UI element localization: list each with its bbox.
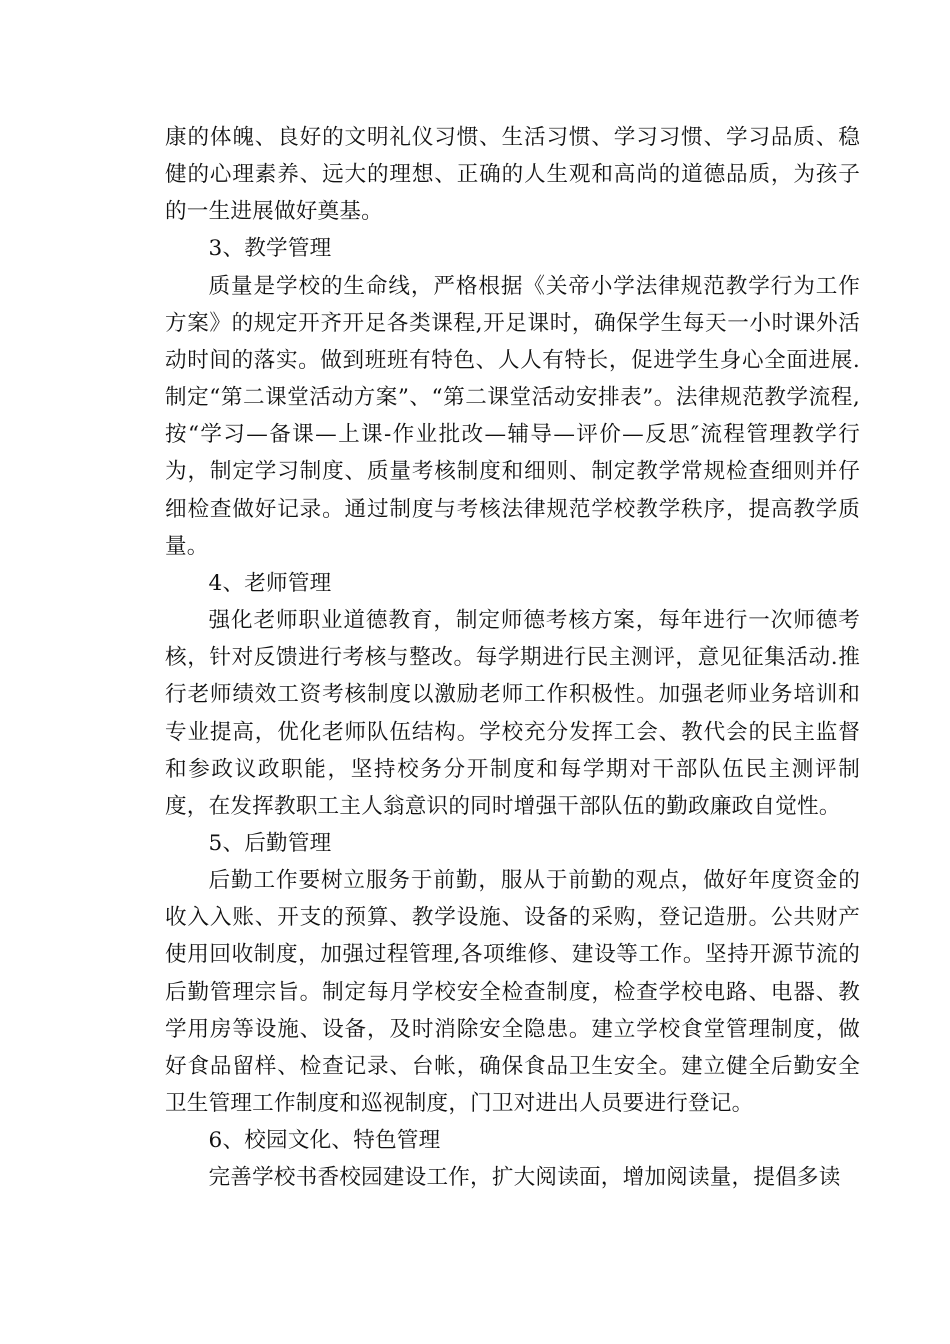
document-body [165, 119, 860, 1197]
section-heading-culture: 6、校园文化、特色管理 [208, 1128, 441, 1154]
paragraph-continuation: 康的体魄、良好的文明礼仪习惯、生活习惯、学习习惯、学习品质、稳健的心理素养、远大的理想、正确的人生观和高尚的道德品质，为孩子的一生进展做好奠基。 [165, 125, 860, 225]
paragraph-culture: 完善学校书香校园建设工作，扩大阅读面，增加阅读量，提倡多读 [208, 1165, 841, 1191]
paragraph-logistics: 后勤工作要树立服务于前勤，服从于前勤的观点，做好年度资金的收入入账、开支的预算、教学设施、设备的采购，登记造册。公共财产使用回收制度，加强过程管理,各项维修、建设等工作。坚持开源节流的后勤管理宗旨。制定每月学校安全检查制度，检查学校电路、电器、教学用房等设施、设备，及时消除安全隐患。建立学校食堂管理制度，做好食品留样、检查记录、台帐，确保食品卫生安全。建立健全后勤安全卫生管理工作制度和巡视制度，门卫对进出人员要进行登记。 [165, 868, 860, 1117]
section-heading-logistics: 5、后勤管理 [208, 830, 332, 856]
paragraph-teaching: 质量是学校的生命线，严格根据《关帝小学法律规范教学行为工作方案》的规定开齐开足各类课程,开足课时，确保学生每天一小时课外活动时间的落实。做到班班有特色、人人有特长，促进学生身心全面进展.制定“第二课堂活动方案”、“第二课堂活动安排表”。法律规范教学流程,按“学习—备课—上课-作业批改—辅导—评价—反思″流程管理教学行为，制定学习制度、质量考核制度和细则、制定教学常规检查细则并仔细检查做好记录。通过制度与考核法律规范学校教学秩序，提高教学质量。 [165, 273, 860, 559]
section-heading-teaching: 3、教学管理 [208, 236, 332, 262]
section-heading-teachers: 4、老师管理 [208, 570, 332, 596]
paragraph-teachers: 强化老师职业道德教育，制定师德考核方案，每年进行一次师德考核，针对反馈进行考核与整改。每学期进行民主测评，意见征集活动.推行老师绩效工资考核制度以激励老师工作积极性。加强老师业务培训和专业提高，优化老师队伍结构。学校充分发挥工会、教代会的民主监督和参政议政职能，坚持校务分开制度和每学期对干部队伍民主测评制度，在发挥教职工主人翁意识的同时增强干部队伍的勤政廉政自觉性。 [165, 608, 860, 819]
